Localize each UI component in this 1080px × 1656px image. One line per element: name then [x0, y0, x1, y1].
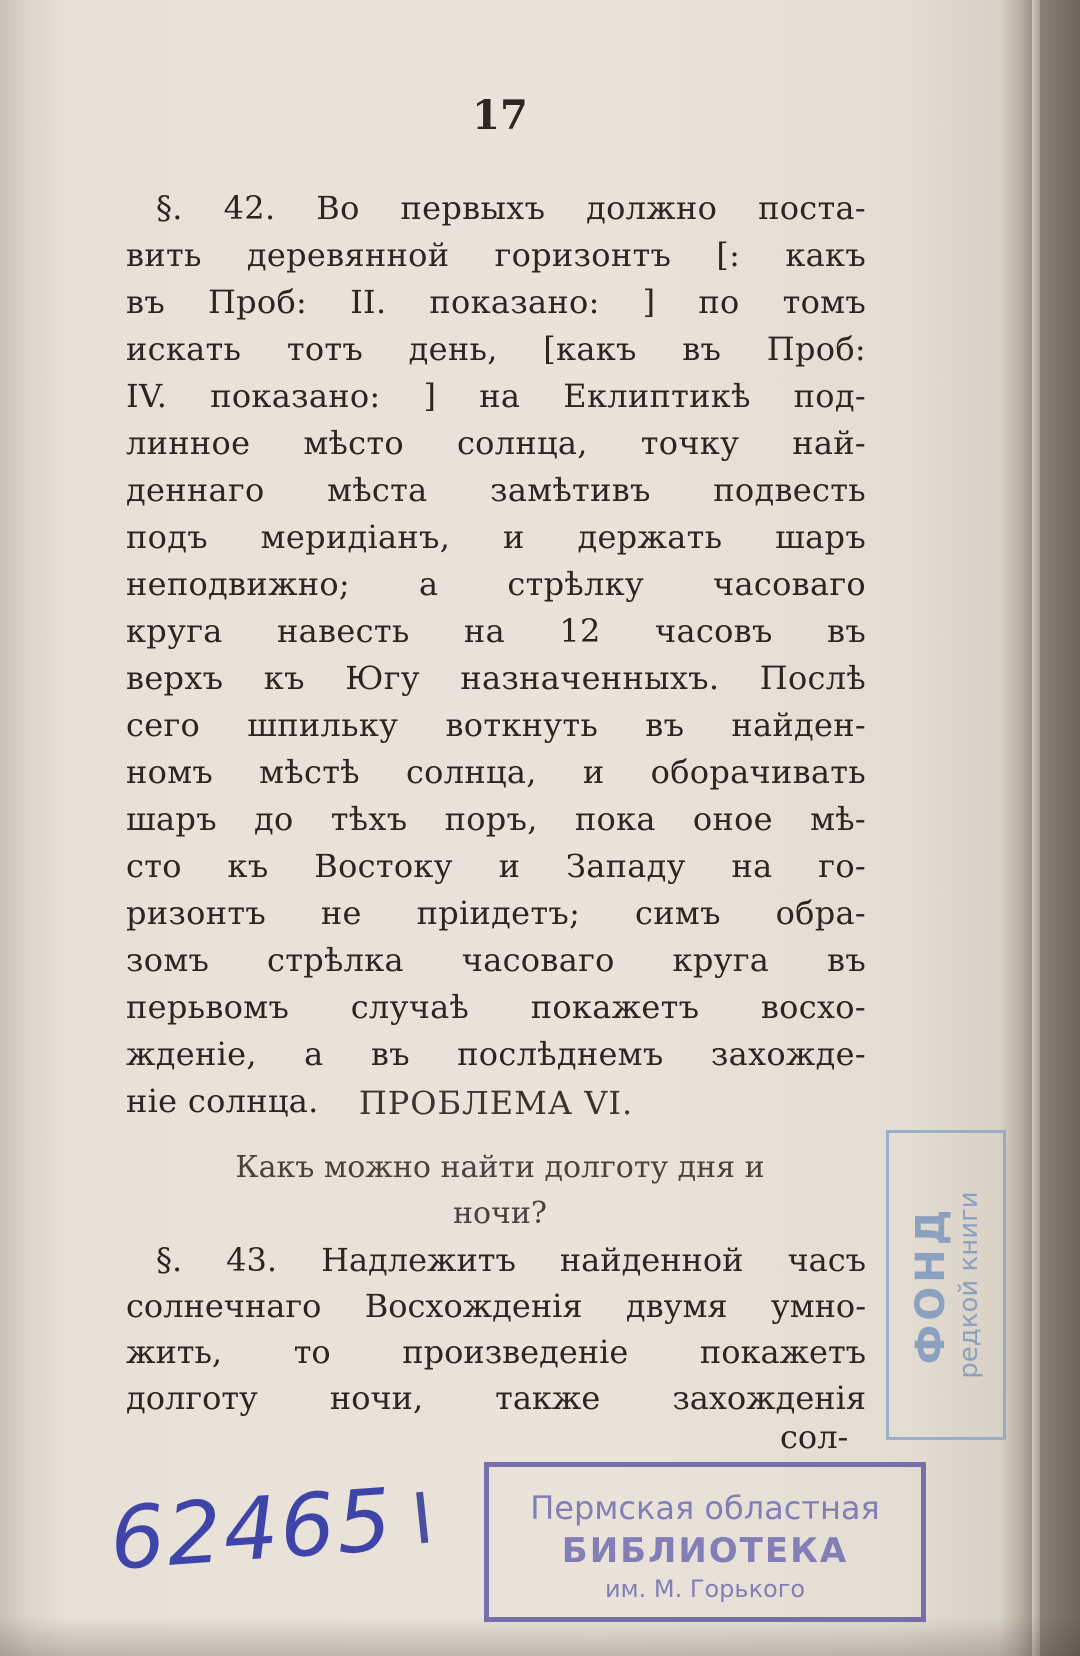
- fund-stamp-subtitle: редкой книги: [954, 1191, 984, 1379]
- text-line: нiе солнца.: [126, 1082, 319, 1120]
- text-line: жить, то произведенiе покажетъ: [126, 1333, 866, 1371]
- page-edge: [1032, 0, 1040, 1656]
- section-43-text: [126, 1237, 866, 1421]
- inventory-number: 62465: [106, 1470, 397, 1590]
- text-line: круга навесть на 12 часовъ въ: [126, 612, 866, 650]
- text-line: искать тотъ день, [какъ въ Проб:: [126, 330, 866, 368]
- page-number: 17: [472, 92, 528, 139]
- text-line: долготу ночи, также захожденiя: [126, 1379, 866, 1417]
- fund-stamp: [886, 1130, 1006, 1440]
- inventory-suffix: I: [407, 1477, 437, 1561]
- problem-question: [150, 1145, 850, 1237]
- library-stamp-line: Пермская областная: [530, 1489, 880, 1527]
- text-line: перьвомъ случаѣ покажетъ восхо-: [126, 988, 866, 1026]
- library-stamp-line: им. М. Горького: [604, 1575, 806, 1603]
- text-line: §. 43. Надлежитъ найденной часъ: [156, 1241, 866, 1279]
- problem-heading: ПРОБЛЕМА VI.: [358, 1084, 634, 1122]
- text-line: деннаго мѣста замѣтивъ подвесть: [126, 471, 866, 509]
- fund-stamp-title: ФОНД: [908, 1205, 954, 1365]
- text-line: верхъ къ Югу назначенныхъ. Послѣ: [126, 659, 866, 697]
- bottom-shadow: [0, 1616, 1080, 1656]
- text-line: ризонтъ не прiидетъ; симъ обра-: [126, 894, 866, 932]
- library-stamp-line: БИБЛИОТЕКА: [561, 1531, 849, 1571]
- text-line: солнечнаго Восхожденiя двумя умно-: [126, 1287, 866, 1325]
- text-line: подъ меридiанъ, и держать шаръ: [126, 518, 866, 556]
- question-line: Какъ можно найти долготу дня и: [235, 1150, 765, 1185]
- text-line: вить деревянной горизонтъ [: какъ: [126, 236, 866, 274]
- question-line: ночи?: [453, 1196, 547, 1231]
- catchword: сол-: [780, 1418, 849, 1456]
- text-line: жденiе, а въ послѣднемъ захожде-: [126, 1035, 866, 1073]
- text-line: линное мѣсто солнца, точку най-: [126, 424, 866, 462]
- text-line: §. 42. Во первыхъ должно поста-: [156, 189, 866, 227]
- library-stamp: [484, 1462, 926, 1622]
- text-line: въ Проб: II. показано: ] по томъ: [126, 283, 866, 321]
- text-line: IV. показано: ] на Еклиптикѣ под-: [126, 377, 866, 415]
- text-line: шаръ до тѣхъ поръ, пока оное мѣ-: [126, 800, 866, 838]
- section-42-text: [126, 185, 866, 1125]
- text-line: сто къ Востоку и Западу на го-: [126, 847, 866, 885]
- text-line: зомъ стрѣлка часоваго круга въ: [126, 941, 866, 979]
- text-line: сего шпильку воткнуть въ найден-: [126, 706, 866, 744]
- text-line: неподвижно; а стрѣлку часоваго: [126, 565, 866, 603]
- text-line: номъ мѣстѣ солнца, и оборачивать: [126, 753, 866, 791]
